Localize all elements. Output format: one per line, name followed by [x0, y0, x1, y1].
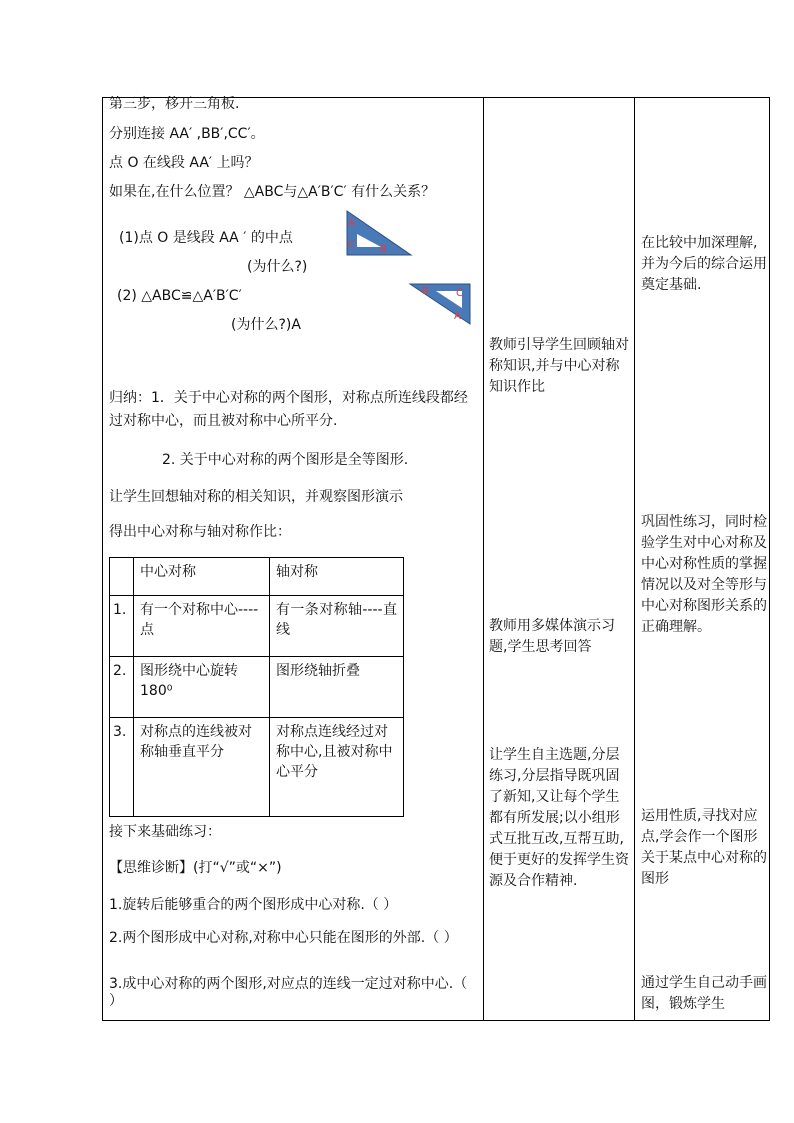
triangle2-label-c: C	[456, 288, 463, 299]
center-cell: 图形绕中心旋转180⁰	[134, 657, 270, 718]
axis-cell: 对称点连线经过对称中心,且被对称中心平分	[270, 718, 404, 817]
center-cell: 对称点的连线被对称轴垂直平分	[134, 718, 270, 817]
next-exercise-text: 接下来基础练习：	[109, 824, 221, 840]
header-cell-empty	[110, 558, 134, 596]
center-cell: 有一个对称中心----点	[134, 596, 270, 657]
triangle1-label-a: A	[348, 218, 355, 229]
comparison-header-row	[110, 558, 404, 596]
connect-text: 分别连接 AA′ ,BB′,CC′。	[109, 126, 265, 142]
question-1: 1.旋转后能够重合的两个图形成中心对称.（ ）	[109, 897, 398, 913]
triangle1-label-c: C	[348, 239, 355, 250]
deepen-text: 在比较中加深理解,并为今后的综合运用奠定基础.	[641, 235, 767, 293]
apply-text: 运用性质,寻找对应点,学会作一个图形关于某点中心对称的图形	[641, 808, 767, 887]
summary1-text: 归纳：1．关于中心对称的两个图形，对称点所连线段都经过对称中心，而且被对称中心所平分.	[109, 390, 468, 429]
triangle1-label-b: B	[380, 244, 387, 255]
triangle-abc-figure	[345, 209, 413, 259]
summary2-text: 2. 关于中心对称的两个图形是全等图形.	[162, 452, 409, 468]
row-number: 2.	[110, 657, 134, 718]
step3-text: 第三步，移开三角板.	[109, 96, 240, 112]
diagnosis-heading: 【思维诊断】(打“√”或“×”)	[109, 860, 282, 876]
axis-cell: 有一条对称轴----直线	[270, 596, 404, 657]
triangle2-label-a: A	[454, 311, 461, 322]
row-number: 3.	[110, 718, 134, 817]
consolidate-text: 巩固性练习，同时检验学生对中心对称及中心对称性质的掌握情况以及对全等形与中心对称图形关系的正确理解。	[641, 514, 767, 635]
recall2-text: 得出中心对称与轴对称作比：	[109, 524, 291, 540]
why2-text: (为什么?)A	[231, 317, 301, 333]
header-cell-axis: 轴对称	[270, 558, 404, 596]
recall1-text: 让学生回想轴对称的相关知识，并观察图形演示	[109, 489, 403, 505]
axis-cell: 图形绕轴折叠	[270, 657, 404, 718]
teacher-media-text: 教师用多媒体演示习题,学生思考回答	[489, 618, 615, 655]
table-row	[110, 596, 404, 657]
question-position-text: 如果在,在什么位置？ △ABC与△A′B′C′ 有什么关系？	[109, 184, 436, 200]
question-o-text: 点 O 在线段 AA′ 上吗？	[109, 155, 259, 171]
table-row	[110, 718, 404, 817]
self-select-text: 让学生自主选题,分层练习,分层指导既巩固了新知,又让每个学生都有所发展;以小组形式互批互改,互帮互助,便于更好的发挥学生资源及合作精神.	[489, 747, 629, 889]
table-row	[110, 657, 404, 718]
row-number: 1.	[110, 596, 134, 657]
answer1-text: (1)点 O 是线段 AA ′ 的中点	[119, 230, 293, 246]
teacher-guide-text: 教师引导学生回顾轴对称知识,并与中心对称知识作比	[489, 337, 629, 395]
triangle-a1b1c1-figure	[408, 282, 474, 326]
column-divider-1	[483, 97, 484, 1021]
column-divider-2	[634, 97, 635, 1021]
header-cell-center: 中心对称	[134, 558, 270, 596]
comparison-table	[109, 557, 404, 817]
triangle2-label-b: B	[422, 286, 429, 297]
answer2-text: (2) △ABC≌△A′B′C′	[117, 288, 242, 304]
why1-text: (为什么?)	[247, 259, 308, 275]
draw-text: 通过学生自己动手画图，锻炼学生	[641, 975, 767, 1012]
question-2: 2.两个图形成中心对称,对称中心只能在图形的外部.（ ）	[109, 930, 458, 946]
question-3: 3.成中心对称的两个图形,对应点的连线一定过对称中心.（ ）	[109, 976, 468, 1009]
